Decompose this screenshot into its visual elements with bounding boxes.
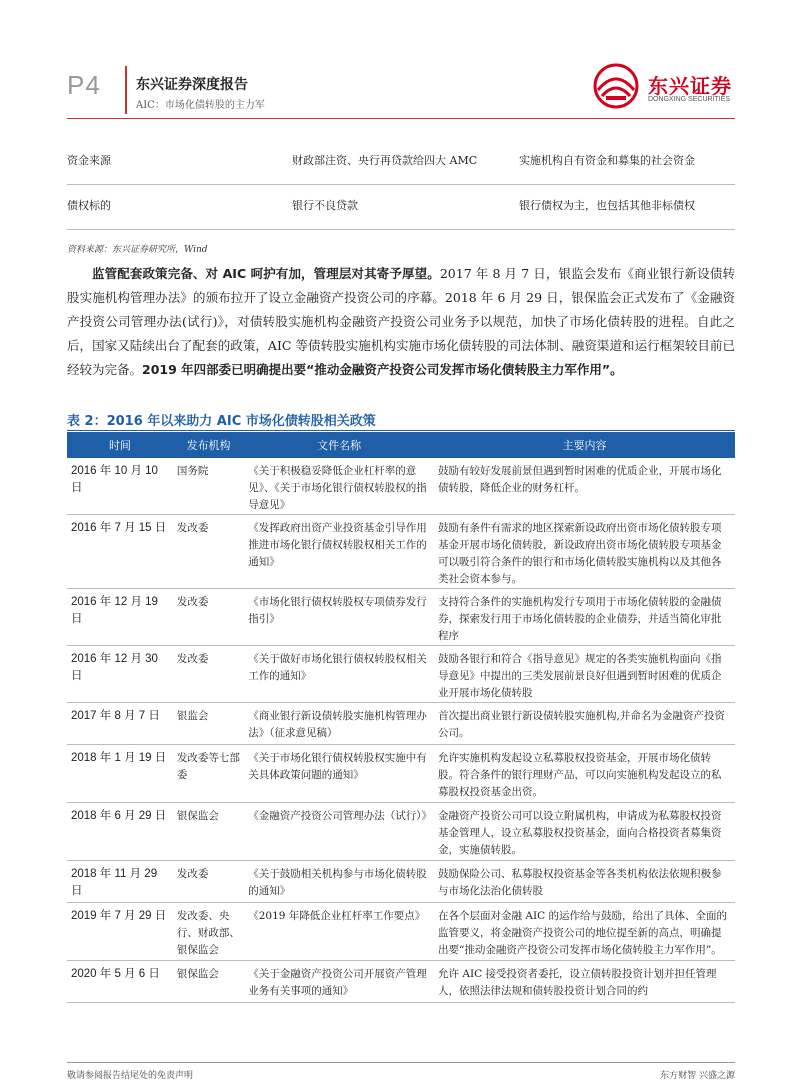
table-row [67, 140, 735, 185]
doc-cell: 《金融资产投资公司管理办法（试行）》 [244, 803, 434, 861]
content-cell: 允许 AIC 接受投资者委托，设立债转股投资计划并担任管理人，依照法律法规和债转股投资计划合同的约 [434, 961, 735, 1003]
org-cell: 发改委 [173, 515, 244, 589]
header-cell: 文件名称 [244, 432, 434, 458]
date-cell: 2018 年 6 月 29 日 [67, 803, 173, 861]
table-row [67, 515, 735, 589]
row-label: 债权标的 [67, 199, 111, 212]
org-cell: 发改委、央行、财政部、银保监会 [173, 903, 244, 961]
source-note: 资料来源：东兴证券研究所，Wind [67, 245, 208, 255]
table-row [67, 803, 735, 861]
doc-cell: 《关于做好市场化银行债权转股权相关工作的通知》 [244, 646, 434, 703]
doc-cell: 《关于积极稳妥降低企业杠杆率的意见》、《关于市场化银行债权转股权的指导意见》 [244, 458, 434, 515]
footer-slogan: 东方财智 兴盛之源 [660, 1071, 735, 1081]
bold-lead: 监管配套政策完备、对 AIC 呵护有加，管理层对其寄予厚望。 [92, 266, 440, 281]
table-row [67, 458, 735, 515]
org-cell: 国务院 [173, 458, 244, 515]
table-row [67, 961, 735, 1003]
page-number: P4 [67, 70, 101, 100]
content-cell: 支持符合条件的实施机构发行专项用于市场化债转股的金融债券，探索发行用于市场化债转股的企业债券，并适当简化审批程序 [434, 589, 735, 646]
table-row [67, 646, 735, 703]
header-cell: 发布机构 [173, 432, 244, 458]
cell: 银行不良贷款 [292, 199, 358, 212]
date-cell: 2016 年 7 月 15 日 [67, 515, 173, 589]
date-cell: 2018 年 11 月 29 日 [67, 861, 173, 903]
doc-cell: 《关于鼓励相关机构参与市场化债转股的通知》 [244, 861, 434, 903]
bold-tail: 2019 年四部委已明确提出要“推动金融资产投资公司发挥市场化债转股主力军作用”。 [142, 362, 623, 377]
table-row [67, 745, 735, 803]
cell: 银行债权为主，也包括其他非标债权 [519, 199, 695, 212]
table-row [67, 861, 735, 903]
disclaimer-note: 敬请参阅报告结尾处的免责声明 [67, 1071, 194, 1081]
content-cell: 在各个层面对金融 AIC 的运作给与鼓励，给出了具体、全面的监管要义，将金融资产投资公司的地位提至新的高点，明确提出要“推动金融资产投资公司发挥市场化债转股主力军作用”。 [434, 903, 735, 961]
content-cell: 金融资产投资公司可以设立附属机构，申请成为私募股权投资基金管理人，设立私募股权投资基金，面向合格投资者募集资金，实施债转股。 [434, 803, 735, 861]
cell: 财政部注资、央行再贷款给四大 AMC [292, 154, 478, 167]
table-row [67, 185, 735, 230]
org-cell: 银保监会 [173, 961, 244, 1003]
org-cell: 发改委 [173, 589, 244, 646]
date-cell: 2018 年 1 月 19 日 [67, 745, 173, 803]
header-divider [125, 66, 127, 114]
paragraph-body: 2017 年 8 月 7 日，银监会发布《商业银行新设债转股实施机构管理办法》的颁布拉开了设立金融资产投资公司的序幕。2018 年 6 月 29 日，银保监会正式发布了《金融资产投资公司管理办法(试行)》，对债转股实施机构金融资产投资公司业务予以规范，加快了市场化债转股的进程。自此之后，国家又陆续出台了配套的政策，AIC 等债转股实施机构实施市场化债转股的司法体制、融资渠道和运行框架较目前已经较为完备。 [67, 266, 735, 377]
date-cell: 2016 年 12 月 30 日 [67, 646, 173, 703]
doc-cell: 《2019 年降低企业杠杆率工作要点》 [244, 903, 434, 961]
content-cell: 允许实施机构发起设立私募股权投资基金，开展市场化债转股。符合条件的银行理财产品，可以向实施机构发起设立的私募股权投资基金出资。 [434, 745, 735, 803]
footer-rule [67, 1062, 735, 1063]
date-cell: 2017 年 8 月 7 日 [67, 703, 173, 745]
content-cell: 鼓励有较好发展前景但遇到暂时困难的优质企业，开展市场化债转股，降低企业的财务杠杆。 [434, 458, 735, 515]
logo-english: DONGXING SECURITIES [648, 96, 731, 103]
date-cell: 2016 年 10 月 10 日 [67, 458, 173, 515]
header-cell: 时间 [67, 432, 173, 458]
report-subtitle: AIC：市场化债转股的主力军 [136, 100, 265, 111]
table-row [67, 589, 735, 646]
date-cell: 2020 年 5 月 6 日 [67, 961, 173, 1003]
header-cell: 主要内容 [434, 432, 735, 458]
logo-name: 东兴证券 [648, 74, 732, 98]
content-cell: 鼓励各银行和符合《指导意见》规定的各类实施机构面向《指导意见》中提出的三类发展前景良好但遇到暂时困难的优质企业开展市场化债转股 [434, 646, 735, 703]
table-title-rule [67, 430, 735, 431]
body-paragraph [67, 262, 735, 382]
content-cell: 鼓励保险公司、私募股权投资基金等各类机构依法依规积极参与市场化法治化债转股 [434, 861, 735, 903]
table-row [67, 903, 735, 961]
header-rule [67, 118, 735, 119]
cell: 实施机构自有资金和募集的社会资金 [519, 154, 695, 167]
doc-cell: 《发挥政府出资产业投资基金引导作用推进市场化银行债权转股权相关工作的通知》 [244, 515, 434, 589]
org-cell: 发改委 [173, 861, 244, 903]
date-cell: 2019 年 7 月 29 日 [67, 903, 173, 961]
content-cell: 首次提出商业银行新设债转股实施机构,并命名为金融资产投资公司。 [434, 703, 735, 745]
org-cell: 发改委 [173, 646, 244, 703]
policy-table [67, 432, 735, 1003]
table-header-row [67, 432, 735, 458]
table-row [67, 703, 735, 745]
date-cell: 2016 年 12 月 19 日 [67, 589, 173, 646]
org-cell: 银监会 [173, 703, 244, 745]
org-cell: 发改委等七部委 [173, 745, 244, 803]
doc-cell: 《关于市场化银行债权转股权实施中有关具体政策问题的通知》 [244, 745, 434, 803]
doc-cell: 《关于金融资产投资公司开展资产管理业务有关事项的通知》 [244, 961, 434, 1003]
doc-cell: 《商业银行新设债转股实施机构管理办法》（征求意见稿） [244, 703, 434, 745]
report-series-title: 东兴证券深度报告 [136, 77, 248, 93]
row-label: 资金来源 [67, 154, 111, 167]
doc-cell: 《市场化银行债权转股权专项债券发行指引》 [244, 589, 434, 646]
table-title: 表 2：2016 年以来助力 AIC 市场化债转股相关政策 [67, 414, 376, 429]
org-cell: 银保监会 [173, 803, 244, 861]
content-cell: 鼓励有条件有需求的地区探索新设政府出资市场化债转股专项基金开展市场化债转股，新设政府出资市场化债转股专项基金可以吸引符合条件的银行和市场化债转股实施机构以及其他各类社会资本参与。 [434, 515, 735, 589]
comparison-table-continued [67, 140, 735, 230]
